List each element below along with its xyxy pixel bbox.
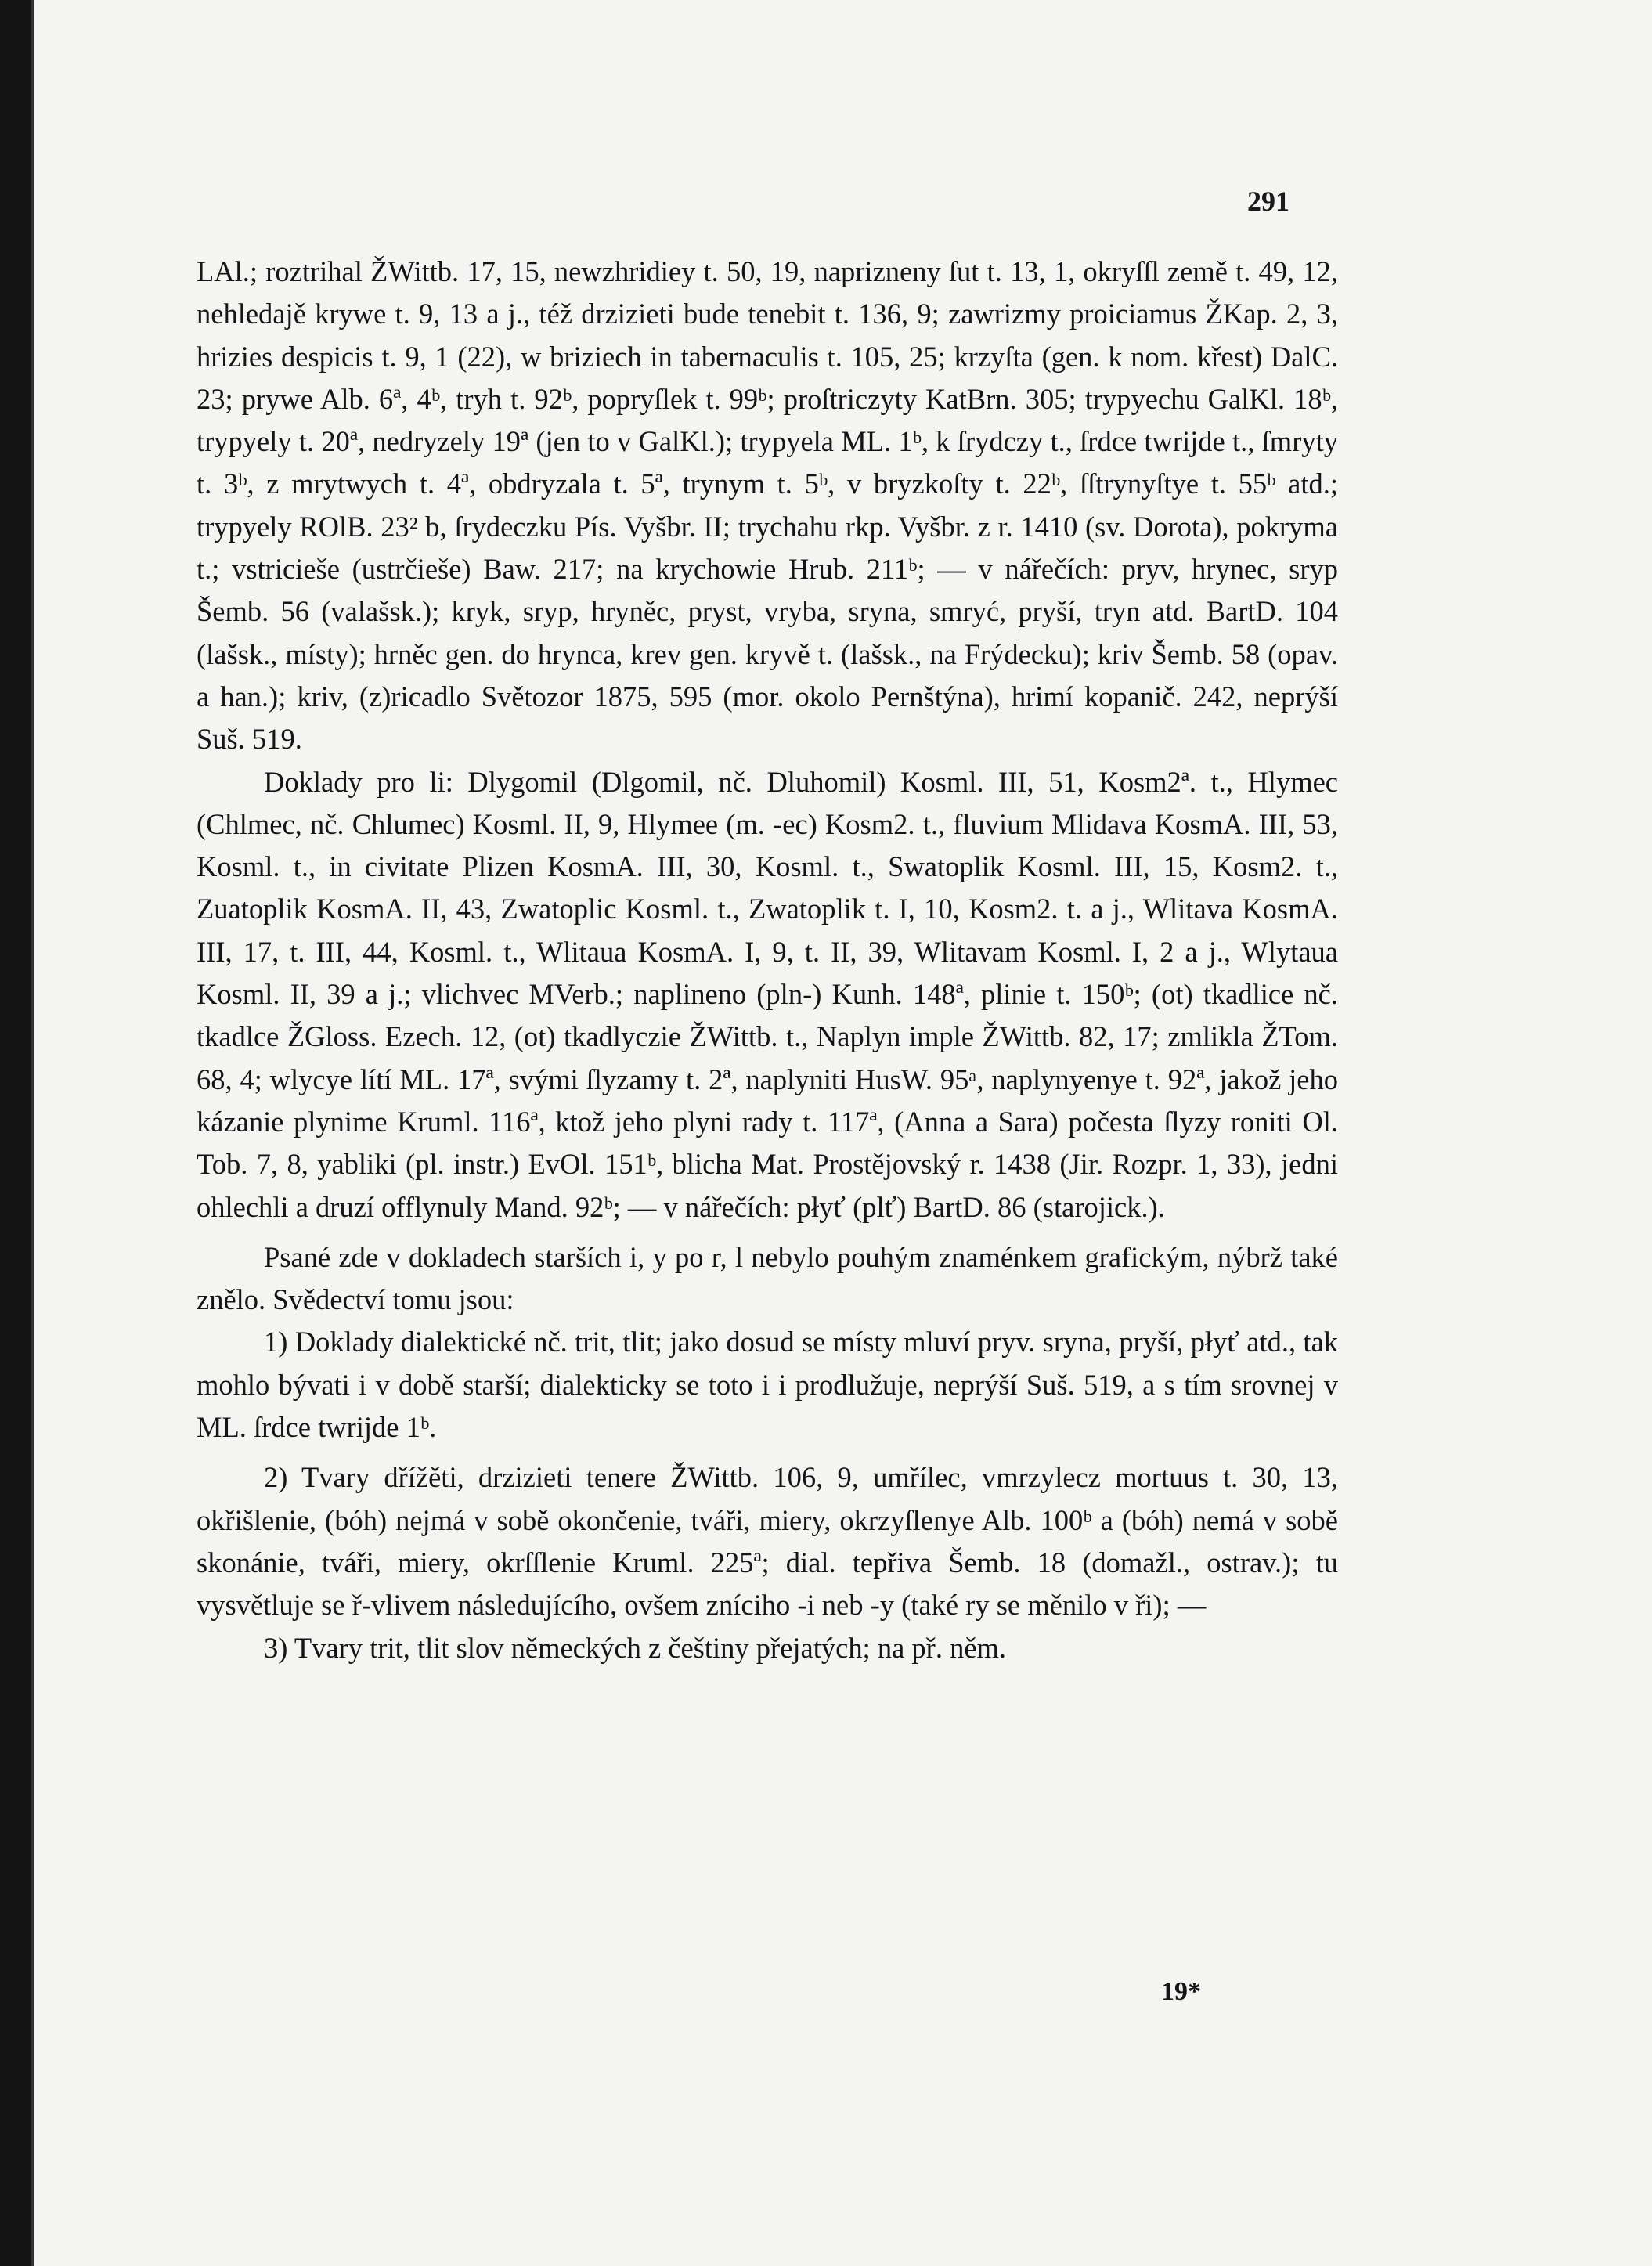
paragraph-la-entries: LAl.; roztrihal ŽWittb. 17, 15, newzhridiey t. 50, 19, naprizneny ſut t. 13, 1, okryſſl země t. 49, 12, nehledajě krywe t. 9, 13 a j., též drzizieti bude tenebit t. 136, 9; zawrizmy proiciamus ŽKap. 2, 3, hrizies despicis t. 9, 1 (22), w briziech in tabernaculis t. 105, 25; krzyſta (gen. k nom. křest) DalC. 23; prywe Alb. 6ª, 4ᵇ, tryh t. 92ᵇ, popryſlek t. 99ᵇ; proſtriczyty KatBrn. 305; trypyechu GalKl. 18ᵇ, trypyely t. 20ª, nedryzely 19ª (jen to v GalKl.); trypyela ML. 1ᵇ, k ſrydczy t., ſrdce twrijde t., ſmryty t. 3ᵇ, z mrytwych t. 4ª, obdryzala t. 5ª, trynym t. 5ᵇ, v bryzkoſty t. 22ᵇ, ſſtrynyſtye t. 55ᵇ atd.; trypyely ROlB. 23² b, ſrydeczku Pís. Vyšbr. II; trychahu rkp. Vyšbr. z r. 1410 (sv. Dorota), pokryma t.; vstricieše (ustrčieše) Baw. 217; na krychowie Hrub. 211ᵇ; — v nářečích: pryv, hrynec, sryp Šemb. 56 (valašsk.); kryk, sryp, hryněc, pryst, vryba, sryna, smryć, pryší, tryn atd. BartD. 104 (lašsk., místy); hrněc gen. do hrynca, krev gen. kryvě t. (lašsk., na Frýdecku); kriv Šemb. 58 (opav. a han.); kriv, (z)ricadlo Světozor 1875, 595 (mor. okolo Pernštýna), hrimí kopanič. 242, neprýší Suš. 519. bbox=[197, 255, 1338, 756]
paragraph-psane-zde: Psané zde v dokladech starších i, y po r, l nebylo pouhým znaménkem grafickým, nýbrž také znělo. Svědectví tomu jsou: bbox=[197, 1240, 1338, 1316]
scan-artifact bbox=[37, 153, 45, 164]
paragraph-point-2: 2) Tvary dřížěti, drzizieti tenere ŽWittb. 106, 9, umřílec, vmrzylecz mortuus t. 30, 13, okřišlenie, (bóh) nejmá v sobě okončenie, tváři, miery, okrzyſlenye Alb. 100ᵇ a (bóh) nemá v sobě skonánie, tváři, miery, okrſſlenie Kruml. 225ª; dial. tepřiva Šemb. 18 (domažl., ostrav.); tu vysvětluje se ř-vlivem následujícího, ovšem zníciho -i neb -y (také ry se měnilo v ři); — bbox=[197, 1461, 1338, 1622]
page-number: 291 bbox=[1247, 186, 1289, 217]
signature-mark: 19* bbox=[1161, 1977, 1201, 2006]
paragraph-point-1: 1) Doklady dialektické nč. trit, tlit; jako dosud se místy mluví pryv. sryna, pryší, płyť atd., tak mohlo bývati i v době starší; dialekticky se toto i i prodlužuje, neprýší Suš. 519, a s tím srovnej v ML. ſrdce twrijde 1ᵇ. bbox=[197, 1326, 1338, 1444]
document-page bbox=[31, 0, 1652, 2266]
paragraph-point-3: 3) Tvary trit, tlit slov německých z češtiny přejatých; na př. něm. bbox=[264, 1631, 1007, 1664]
paragraph-doklady-li: Doklady pro li: Dlygomil (Dlgomil, nč. Dluhomil) Kosml. III, 51, Kosm2ª. t., Hlymec (Chlmec, nč. Chlumec) Kosml. II, 9, Hlymee (m. -ec) Kosm2. t., fluvium Mlidava KosmA. III, 53, Kosml. t., in civitate Plizen KosmA. III, 30, Kosml. t., Swatoplik Kosml. III, 15, Kosm2. t., Zuatoplik KosmA. II, 43, Zwatoplic Kosml. t., Zwatoplik t. I, 10, Kosm2. t. a j., Wlitava KosmA. III, 17, t. III, 44, Kosml. t., Wlitaua KosmA. I, 9, t. II, 39, Wlitavam Kosml. I, 2 a j., Wlytaua Kosml. II, 39 a j.; vlichvec MVerb.; naplineno (pln-) Kunh. 148ª, plinie t. 150ᵇ; (ot) tkadlice nč. tkadlce ŽGloss. Ezech. 12, (ot) tkadlyczie ŽWittb. t., Naplyn imple ŽWittb. 82, 17; zmlikla ŽTom. 68, 4; wlycye lítí ML. 17ª, svými ſlyzamy t. 2ª, naplyniti HusW. 95ᵃ, naplynyenye t. 92ª, jakož jeho kázanie plynime Kruml. 116ª, ktož jeho plyni rady t. 117ª, (Anna a Sara) počesta ſlyzy roniti Ol. Tob. 7, 8, yabliki (pl. instr.) EvOl. 151ᵇ, blicha Mat. Prostějovský r. 1438 (Jir. Rozpr. 1, 33), jedni ohlechli a druzí offlynuly Mand. 92ᵇ; — v nářečích: płyť (plť) BartD. 86 (starojick.). bbox=[197, 765, 1338, 1223]
body-text bbox=[197, 251, 1338, 1669]
